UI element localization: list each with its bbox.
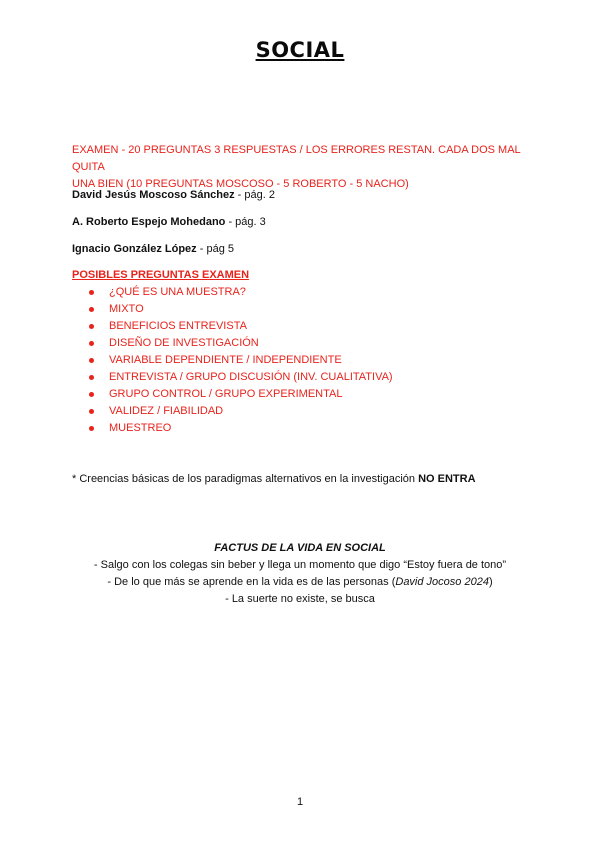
author-name: David Jesús Moscoso Sánchez [72, 189, 235, 201]
exam-note-line-1: EXAMEN - 20 PREGUNTAS 3 RESPUESTAS / LOS ERRORES RESTAN. CADA DOS MAL QUITA [72, 144, 521, 173]
note-text: * Creencias básicas de los paradigmas alternativos en la investigación [72, 473, 419, 485]
bullet-icon [89, 392, 94, 397]
list-item [72, 335, 393, 352]
questions-list [72, 284, 393, 437]
bullet-icon [89, 324, 94, 329]
list-item [72, 403, 393, 420]
question-text: MIXTO [109, 303, 144, 315]
author-moscoso [72, 188, 275, 202]
question-text: DISEÑO DE INVESTIGACIÓN [109, 337, 259, 349]
author-name: A. Roberto Espejo Mohedano [72, 216, 226, 228]
list-item [72, 352, 393, 369]
exclusion-note [72, 473, 476, 485]
note-emphasis: NO ENTRA [418, 473, 476, 485]
author-gonzalez [72, 242, 234, 256]
list-item [72, 318, 393, 335]
bullet-icon [89, 341, 94, 346]
factus-section [0, 540, 600, 608]
question-text: GRUPO CONTROL / GRUPO EXPERIMENTAL [109, 388, 343, 400]
bullet-icon [89, 290, 94, 295]
page-title: SOCIAL [255, 38, 345, 62]
factus-line-2-text: - De lo que más se aprende en la vida es de las personas ( [107, 576, 396, 588]
question-text: VARIABLE DEPENDIENTE / INDEPENDIENTE [109, 354, 342, 366]
bullet-icon [89, 307, 94, 312]
questions-heading: POSIBLES PREGUNTAS EXAMEN [72, 269, 250, 281]
list-item [72, 369, 393, 386]
question-text: MUESTREO [109, 422, 172, 434]
factus-title: FACTUS DE LA VIDA EN SOCIAL [214, 542, 386, 554]
factus-line-3: - La suerte no existe, se busca [225, 593, 375, 605]
question-text: BENEFICIOS ENTREVISTA [109, 320, 247, 332]
bullet-icon [89, 375, 94, 380]
bullet-icon [89, 409, 94, 414]
exam-note-line-2: UNA BIEN (10 PREGUNTAS MOSCOSO - 5 ROBERTO - 5 NACHO) [72, 178, 409, 190]
question-text: VALIDEZ / FIABILIDAD [109, 405, 224, 417]
factus-line-2-close: ) [488, 576, 493, 588]
exam-note [72, 142, 522, 193]
factus-citation: David Jocoso 2024 [395, 576, 489, 588]
question-text: ENTREVISTA / GRUPO DISCUSIÓN (INV. CUALITATIVA) [109, 371, 393, 383]
author-page-ref: - pág. 2 [234, 189, 275, 201]
author-espejo [72, 215, 266, 229]
list-item [72, 420, 393, 437]
author-page-ref: - pág. 3 [225, 216, 266, 228]
page-number: 1 [296, 796, 304, 808]
factus-line-2 [0, 574, 600, 591]
list-item [72, 301, 393, 318]
author-name: Ignacio González López [72, 243, 197, 255]
author-page-ref: - pág 5 [196, 243, 234, 255]
list-item [72, 284, 393, 301]
list-item [72, 386, 393, 403]
bullet-icon [89, 358, 94, 363]
bullet-icon [89, 426, 94, 431]
question-text: ¿QUÉ ES UNA MUESTRA? [109, 286, 246, 298]
factus-line-1: - Salgo con los colegas sin beber y llega un momento que digo “Estoy fuera de tono” [93, 559, 507, 571]
